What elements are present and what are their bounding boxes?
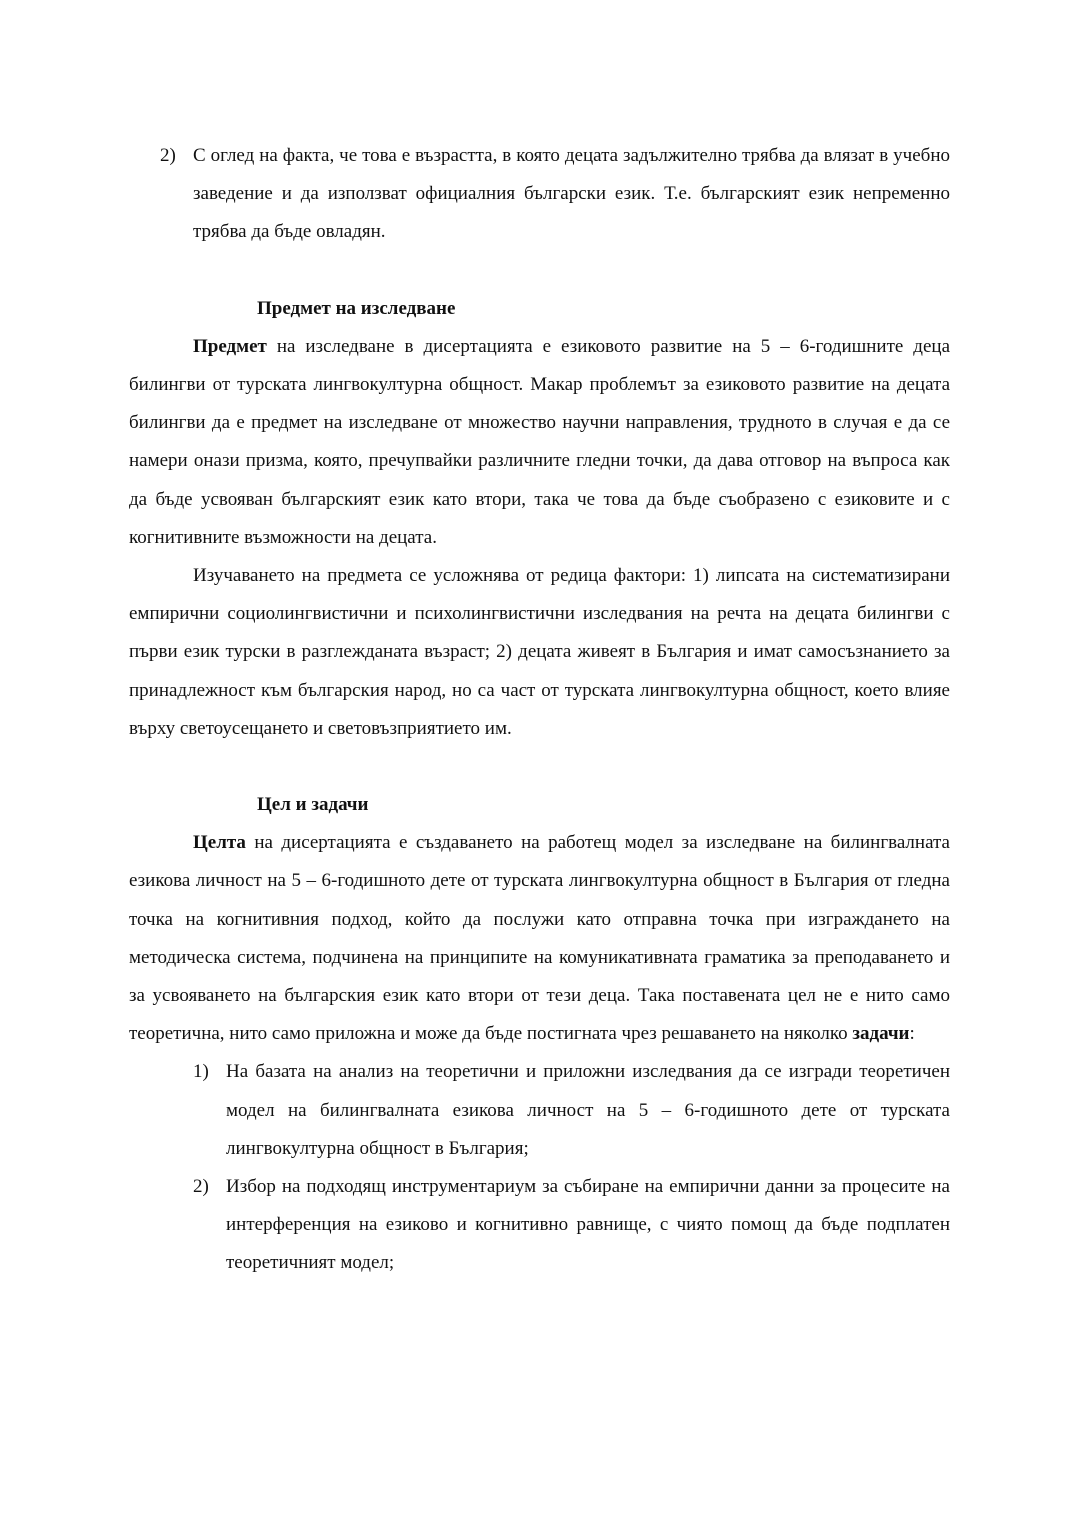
paragraph-complications: Изучаването на предмета се усложнява от редица фактори: 1) липсата на систематизирани емпирични социолингвистични и психолингвистични изследвания на речта на децата билингви с първи език турски в разглежданата възраст; 2) децата живеят в България и имат самосъзнанието за принадлежност към българския народ, но са част от турската лингвокултурна общност, което влияе върху светоусещането и световъзприятието им. bbox=[129, 565, 950, 739]
list-number: 2) bbox=[193, 1176, 209, 1198]
list-text: На базата на анализ на теоретични и приложни изследвания да се изгради теоретичен модел на билингвалната езикова личност на 5 – 6-годишното дете от турската лингвокултурна общност в България; bbox=[226, 1061, 950, 1159]
bold-term: Целта bbox=[193, 832, 246, 854]
bold-term: Предмет bbox=[193, 335, 267, 357]
list-item bbox=[129, 137, 950, 252]
list-text: С оглед на факта, че това е възрастта, в която децата задължително трябва да влязат в учебно заведение и да използват официалния български език. Т.е. българският език непременно трябва да бъде овладян. bbox=[193, 145, 950, 243]
paragraph-subject bbox=[129, 328, 950, 557]
paragraph-text: : bbox=[909, 1023, 915, 1045]
paragraph-text: на изследване в дисертацията е езиковото развитие на 5 – 6-годишните деца билингви от турската лингвокултурна общност. Макар проблемът за езиковото развитие на децата билингви да е предмет на изследване от множество научни направления, трудното в случая е да се намери онази призма, която, пречупвайки различните гледни точки, да дава отговор на въпроса как да бъде усвояван българският език като втори, така че това да бъде съобразено с езиковите и с когнитивните възможности на децата. bbox=[129, 335, 950, 548]
paragraph-goal bbox=[129, 824, 950, 1053]
list-number: 2) bbox=[160, 145, 176, 166]
section-heading-goal: Цел и задачи bbox=[257, 794, 369, 816]
spacer bbox=[129, 252, 950, 290]
bold-term: задачи bbox=[852, 1023, 910, 1045]
list-number: 1) bbox=[193, 1061, 209, 1083]
list-text: Избор на подходящ инструментариум за събиране на емпирични данни за процесите на интерференция на езиково и когнитивно равнище, с чиято помощ да бъде подплатен теоретичният модел; bbox=[226, 1176, 950, 1274]
paragraph-text: на дисертацията е създаването на работещ модел за изследване на билингвалната езикова личност на 5 – 6-годишното дете от турската лингвокултурна общност в България от гледна точка на когнитивния подход, който да послужи като отправна точка при изграждането на методическа система, подчинена на принципите на комуникативната граматика за преподаването и за усвояването на българския език като втори от тези деца. Така поставената цел не е нито само теоретична, нито само приложна и може да бъде постигната чрез решаването на няколко bbox=[129, 832, 950, 1045]
spacer bbox=[129, 748, 950, 786]
page-content bbox=[129, 137, 950, 1283]
section-heading-subject: Предмет на изследване bbox=[257, 297, 456, 319]
list-item bbox=[129, 1053, 950, 1168]
list-item bbox=[129, 1168, 950, 1283]
